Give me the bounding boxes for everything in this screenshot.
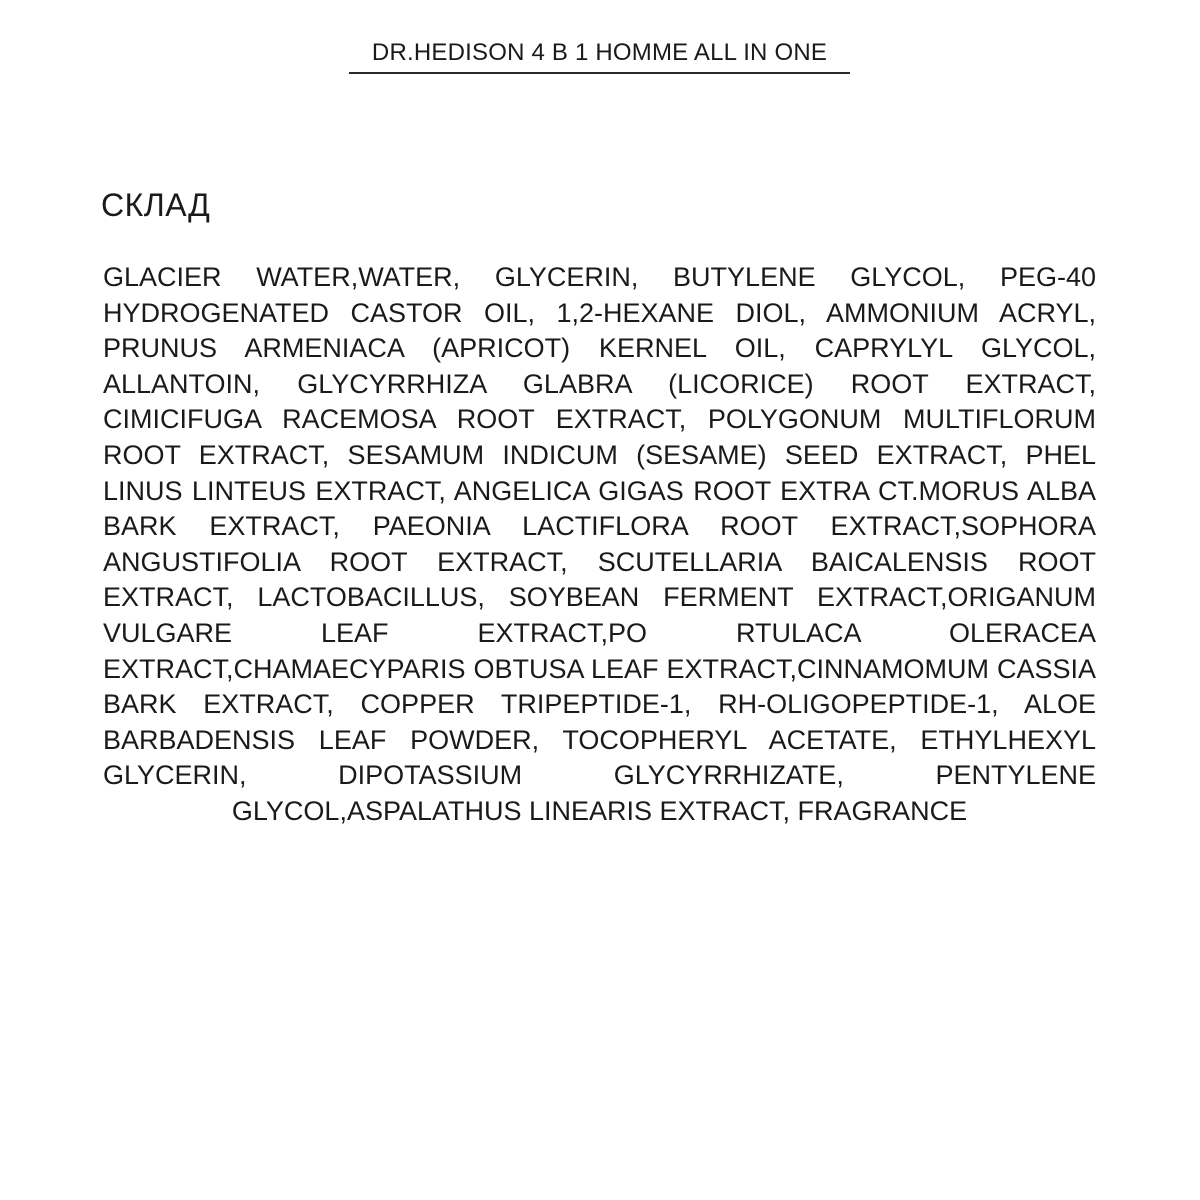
title-underline-divider	[349, 72, 850, 74]
composition-heading: СКЛАД	[101, 187, 211, 223]
product-title: DR.HEDISON 4 В 1 HOMME ALL IN ONE	[371, 39, 828, 66]
product-header	[349, 38, 850, 74]
ingredients-list: GLACIER WATER,WATER, GLYCERIN, BUTYLENE GLYCOL, PEG-40 HYDROGENATED CASTOR OIL, 1,2-HEXANE DIOL, AMMONIUM ACRYL, PRUNUS ARMENIACA (APRICOT) KERNEL OIL, CAPRYLYL GLYCOL, ALLANTOIN, GLYCYRRHIZA GLABRA (LICORICE) ROOT EXTRACT, CIMICIFUGA RACEMOSA ROOT EXTRACT, POLYGONUM MULTIFLORUM ROOT EXTRACT, SESAMUM INDICUM (SESAME) SEED EXTRACT, PHEL LINUS LINTEUS EXTRACT, ANGELICA GIGAS ROOT EXTRA CT.MORUS ALBA BARK EXTRACT, PAEONIA LACTIFLORA ROOT EXTRACT,SOPHORA ANGUSTIFOLIA ROOT EXTRACT, SCUTELLARIA BAICALENSIS ROOT EXTRACT, LACTOBACILLUS, SOYBEAN FERMENT EXTRACT,ORIGANUM VULGARE LEAF EXTRACT,PO RTULACA OLERACEA EXTRACT,CHAMAECYPARIS OBTUSA LEAF EXTRACT,CINNAMOMUM CASSIA BARK EXTRACT, COPPER TRIPEPTIDE-1, RH-OLIGOPEPTIDE-1, ALOE BARBADENSIS LEAF POWDER, TOCOPHERYL ACETATE, ETHYLHEXYL GLYCERIN, DIPOTASSIUM GLYCYRRHIZATE, PENTYLENE GLYCOL,ASPALATHUS LINEARIS EXTRACT, FRAGRANCE	[103, 262, 1096, 826]
